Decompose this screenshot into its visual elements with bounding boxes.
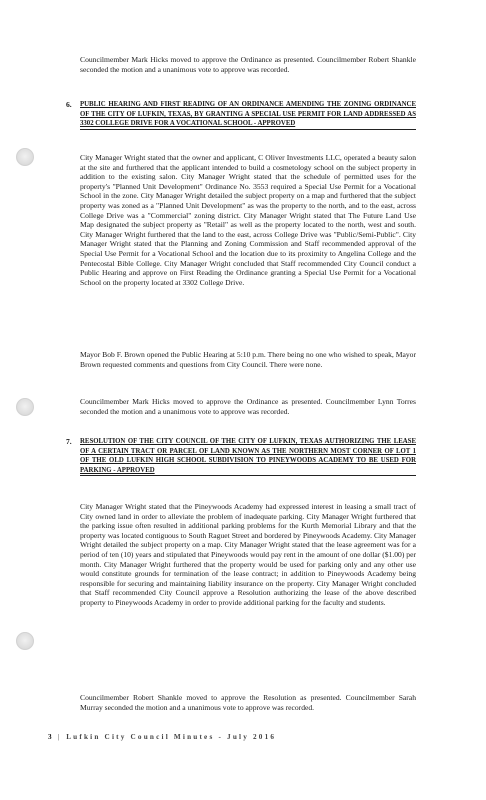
binder-hole-top — [16, 148, 34, 166]
item-7-discussion: City Manager Wright stated that the Pineywoods Academy had expressed interest in leasing a small tract of City owned land in order to alleviate the problem of inadequate parking. City Manager Wright furthered that the parking issue often resulted in additional parking problems for the Kurth Memorial Library and that the property was located contiguous to South Raguet Street and bordered by Pineywoods Academy. City Manager Wright detailed the subject property on a map. City Manager Wright stated that the lease agreement was for a period of ten (10) years and stipulated that Pineywoods would pay rent in the amount of one dollar ($1.00) per month. City Manager Wright furthered that the property would be used for parking only and any other use would constitute grounds for termination of the lease contract; in addition to Pineywoods Academy being responsible for securing and maintaining liability insurance on the property. City Manager Wright concluded that Staff recommended City Council approve a Resolution authorizing the lease of the above described property to Pineywoods Academy in order to provide additional parking for the faculty and students. — [80, 502, 416, 607]
footer-running-title: Lufkin City Council Minutes - July 2016 — [66, 733, 277, 741]
item-6-public-hearing: Mayor Bob F. Brown opened the Public Hearing at 5:10 p.m. There being no one who wished to speak, Mayor Brown requested comments and questions from City Council. There were none. — [80, 350, 416, 369]
item-7-heading-text: RESOLUTION OF THE CITY COUNCIL OF THE CITY OF LUFKIN, TEXAS AUTHORIZING THE LEASE OF A CERTAIN TRACT OR PARCEL OF LAND KNOWN AS THE NORTHERN MOST CORNER OF LOT 1 OF THE OLD LUFKIN HIGH SCHOOL SUBDIVISION TO PINEYWOODS ACADEMY TO BE USED FOR PARKING - APPROVED — [80, 437, 416, 476]
item-6-discussion: City Manager Wright stated that the owner and applicant, C Oliver Investments LLC, operated a beauty salon at the site and furthered that the applicant intended to build a cosmetology school on the subject property in addition to the existing salon. City Manager Wright stated that the schedule of permitted uses for the property's "Planned Unit Development" Ordinance No. 3553 required a Special Use Permit for a Vocational School in the zone. City Manager Wright detailed the subject property on a map and furthered that the subject property was zoned as a "Planned Unit Development" as was the property to the north, and to the east, across College Drive was a "Commercial" zoning district. City Manager Wright stated that The Future Land Use Map designated the subject property as "Retail" as well as the property located to the north, west and south. City Manager Wright furthered that the land to the east, across College Drive was "Public/Semi-Public". City Manager Wright stated that the Planning and Zoning Commission and Staff recommended approval of the Special Use Permit for a Vocational School and the location due to its proximity to Angelina College and the Pentecostal Bible College. City Manager Wright concluded that Staff recommended City Council conduct a Public Hearing and approve on First Reading the Ordinance granting a Special Use Permit for a Vocational School on the property located at 3302 College Drive. — [80, 153, 416, 287]
page-footer — [48, 733, 276, 741]
item-7-number: 7. — [66, 437, 72, 446]
item-6-heading — [80, 100, 416, 130]
paragraph-motion-ordinance: Councilmember Mark Hicks moved to approve the Ordinance as presented. Councilmember Robert Shankle seconded the motion and a unanimous vote to approve was recorded. — [80, 55, 416, 74]
item-6-heading-text: PUBLIC HEARING AND FIRST READING OF AN ORDINANCE AMENDING THE ZONING ORDINANCE OF THE CITY OF LUFKIN, TEXAS, BY GRANTING A SPECIAL USE PERMIT FOR LAND ADDRESSED AS 3302 COLLEGE DRIVE FOR A VOCATIONAL SCHOOL - APPROVED — [80, 100, 416, 130]
footer-separator: | — [57, 733, 60, 741]
item-7-motion: Councilmember Robert Shankle moved to approve the Resolution as presented. Councilmember Sarah Murray seconded the motion and a unanimous vote to approve was recorded. — [80, 693, 416, 712]
item-6-motion: Councilmember Mark Hicks moved to approve the Ordinance as presented. Councilmember Lynn Torres seconded the motion and a unanimous vote to approve was recorded. — [80, 397, 416, 416]
page-number: 3 — [48, 733, 53, 741]
binder-hole-bottom — [16, 632, 34, 650]
item-7-heading — [80, 437, 416, 476]
binder-hole-middle — [16, 398, 34, 416]
item-6-number: 6. — [66, 100, 72, 109]
